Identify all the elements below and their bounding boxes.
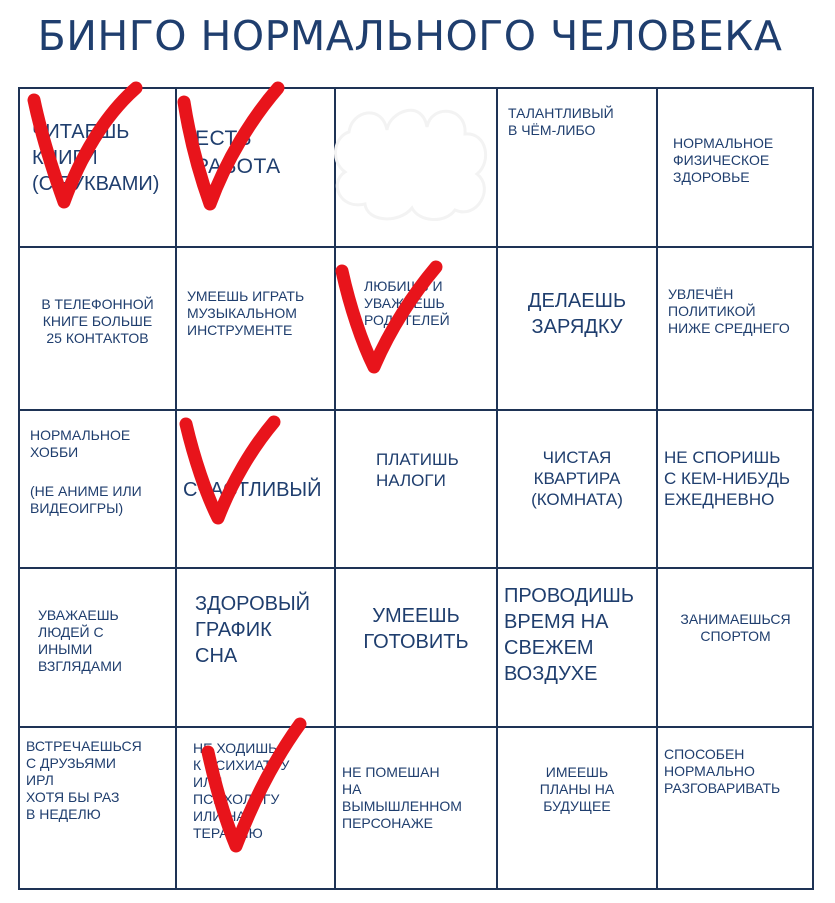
cell-text: НЕ ПОМЕШАН НА ВЫМЫШЛЕННОМ ПЕРСОНАЖЕ bbox=[342, 764, 462, 831]
cell-text: ПРОВОДИШЬ ВРЕМЯ НА СВЕЖЕМ ВОЗДУХЕ bbox=[504, 585, 634, 685]
cell-text: НОРМАЛЬНОЕ ФИЗИЧЕСКОЕ ЗДОРОВЬЕ bbox=[673, 135, 774, 185]
bingo-cell bbox=[658, 248, 813, 409]
cell-text: ЧИТАЕШЬ КНИГИ (С БУКВАМИ) bbox=[32, 121, 160, 195]
cell-text: УМЕЕШЬ ГОТОВИТЬ bbox=[363, 605, 469, 653]
cell-text: ЗАНИМАЕШЬСЯ СПОРТОМ bbox=[680, 611, 791, 644]
bingo-cell bbox=[336, 411, 496, 567]
bingo-cell bbox=[658, 728, 813, 889]
cell-text: ТАЛАНТЛИВЫЙ В ЧЁМ-ЛИБО bbox=[508, 105, 614, 138]
bingo-cell bbox=[498, 248, 656, 409]
bingo-cell bbox=[498, 569, 656, 726]
bingo-cell bbox=[20, 569, 175, 726]
cell-text: НОРМАЛЬНОЕ ХОББИ bbox=[30, 427, 131, 460]
bingo-cell bbox=[177, 248, 334, 409]
bingo-cell bbox=[336, 89, 496, 246]
page-title: БИНГО НОРМАЛЬНОГО ЧЕЛОВЕКА bbox=[37, 12, 783, 60]
cell-text: УВЛЕЧЁН ПОЛИТИКОЙ НИЖЕ СРЕДНЕГО bbox=[668, 286, 790, 336]
bingo-cell bbox=[20, 89, 175, 246]
cell-text: ЗДОРОВЫЙ ГРАФИК СНА bbox=[195, 593, 311, 667]
bingo-cell bbox=[336, 569, 496, 726]
bingo-cell bbox=[498, 411, 656, 567]
cell-text: СЧАСТЛИВЫЙ bbox=[183, 479, 322, 501]
cell-text: НЕ ХОДИШЬ К ПСИХИАТРУ ИЛИ ПСИХОЛОГУ ИЛИ НА ТЕРАПИЮ bbox=[193, 740, 290, 841]
bingo-cell bbox=[20, 728, 175, 889]
bingo-cell bbox=[177, 89, 334, 246]
cell-text: ЕСТЬ РАБОТА bbox=[195, 127, 281, 178]
cell-text: ЧИСТАЯ КВАРТИРА (КОМНАТА) bbox=[531, 448, 623, 509]
bingo-cell bbox=[658, 89, 813, 246]
bingo-cell bbox=[177, 569, 334, 726]
bingo-cell bbox=[336, 248, 496, 409]
bingo-cell bbox=[336, 728, 496, 889]
cell-text: ВСТРЕЧАЕШЬСЯ С ДРУЗЬЯМИ ИРЛ ХОТЯ БЫ РАЗ В НЕДЕЛЮ bbox=[26, 738, 142, 822]
cell-text: УМЕЕШЬ ИГРАТЬ МУЗЫКАЛЬНОМ ИНСТРУМЕНТЕ bbox=[187, 288, 305, 338]
cell-text: УВАЖАЕШЬ ЛЮДЕЙ С ИНЫМИ ВЗГЛЯДАМИ bbox=[38, 607, 122, 674]
cell-text: ДЕЛАЕШЬ ЗАРЯДКУ bbox=[527, 290, 627, 338]
cell-text: ЛЮБИШЬ И УВАЖАЕШЬ РОДИТЕЛЕЙ bbox=[364, 278, 450, 328]
bingo-cell bbox=[498, 728, 656, 889]
cell-text: ПЛАТИШЬ НАЛОГИ bbox=[376, 450, 459, 490]
bingo-cell bbox=[658, 569, 813, 726]
bingo-cell bbox=[177, 411, 334, 567]
bingo-cell bbox=[498, 89, 656, 246]
cell-text: СПОСОБЕН НОРМАЛЬНО РАЗГОВАРИВАТЬ bbox=[664, 746, 781, 796]
bingo-cell bbox=[20, 248, 175, 409]
cell-text: НЕ СПОРИШЬ С КЕМ-НИБУДЬ ЕЖЕДНЕВНО bbox=[664, 448, 791, 509]
cell-text: ИМЕЕШЬ ПЛАНЫ НА БУДУЩЕЕ bbox=[539, 764, 615, 814]
cell-text: (НЕ АНИМЕ ИЛИ ВИДЕОИГРЫ) bbox=[30, 483, 142, 516]
cell-text: В ТЕЛЕФОННОЙ КНИГЕ БОЛЬШЕ 25 КОНТАКТОВ bbox=[41, 296, 154, 346]
bingo-cell bbox=[177, 728, 334, 889]
bingo-cell bbox=[20, 411, 175, 567]
bingo-grid bbox=[18, 87, 814, 890]
bingo-cell bbox=[658, 411, 813, 567]
